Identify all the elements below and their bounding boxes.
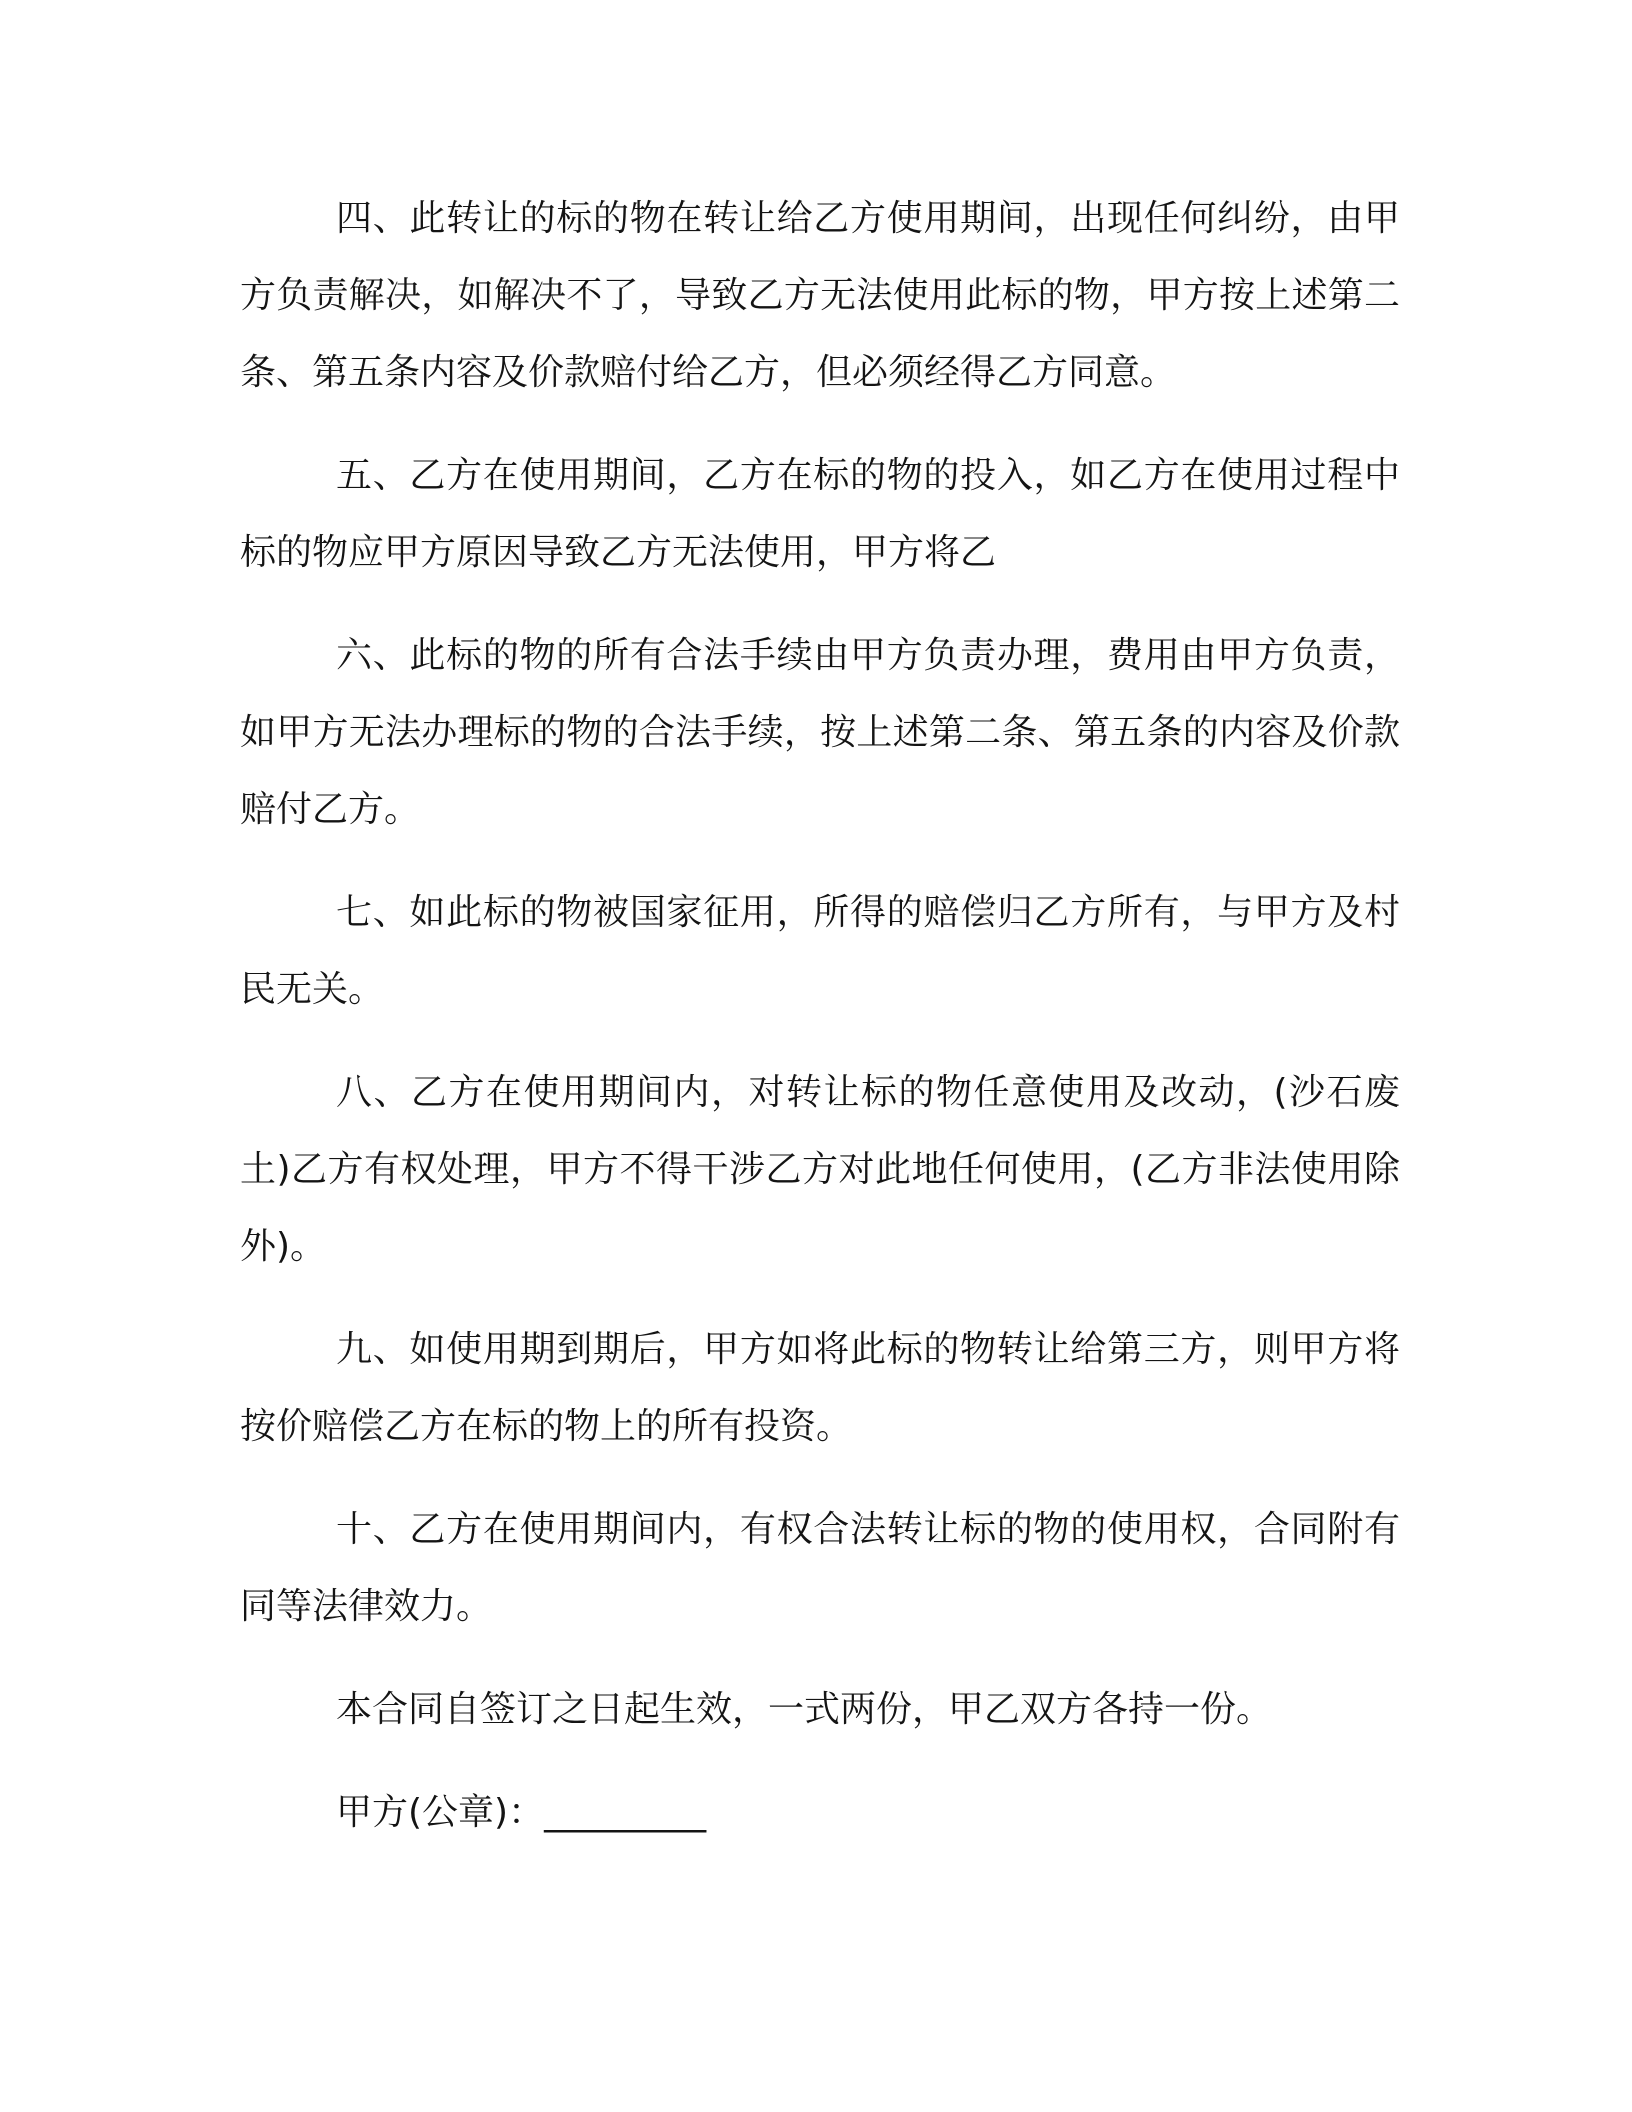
clause-10: 十、乙方在使用期间内，有权合法转让标的物的使用权，合同附有同等法律效力。 — [240, 1509, 1400, 1627]
clause-8: 八、乙方在使用期间内，对转让标的物任意使用及改动，(沙石废土)乙方有权处理，甲方不得干涉乙方对此地任何使用，(乙方非法使用除外)。 — [240, 1072, 1400, 1267]
effective-clause: 本合同自签订之日起生效，一式两份，甲乙双方各持一份。 — [336, 1689, 1273, 1730]
clause-4: 四、此转让的标的物在转让给乙方使用期间，出现任何纠纷，由甲方负责解决，如解决不了，导致乙方无法使用此标的物，甲方按上述第二条、第五条内容及价款赔付给乙方，但必须经得乙方同意。 — [240, 198, 1400, 393]
clause-6: 六、此标的物的所有合法手续由甲方负责办理，费用由甲方负责，如甲方无法办理标的物的合法手续，按上述第二条、第五条的内容及价款赔付乙方。 — [240, 635, 1400, 830]
party-a-signature-line: 甲方(公章)：_________ — [336, 1792, 707, 1833]
contract-body — [240, 180, 1400, 1851]
clause-5: 五、乙方在使用期间，乙方在标的物的投入，如乙方在使用过程中标的物应甲方原因导致乙方无法使用，甲方将乙 — [240, 455, 1400, 573]
clause-7: 七、如此标的物被国家征用，所得的赔偿归乙方所有，与甲方及村民无关。 — [240, 892, 1400, 1010]
clause-9: 九、如使用期到期后，甲方如将此标的物转让给第三方，则甲方将按价赔偿乙方在标的物上的所有投资。 — [240, 1329, 1400, 1447]
